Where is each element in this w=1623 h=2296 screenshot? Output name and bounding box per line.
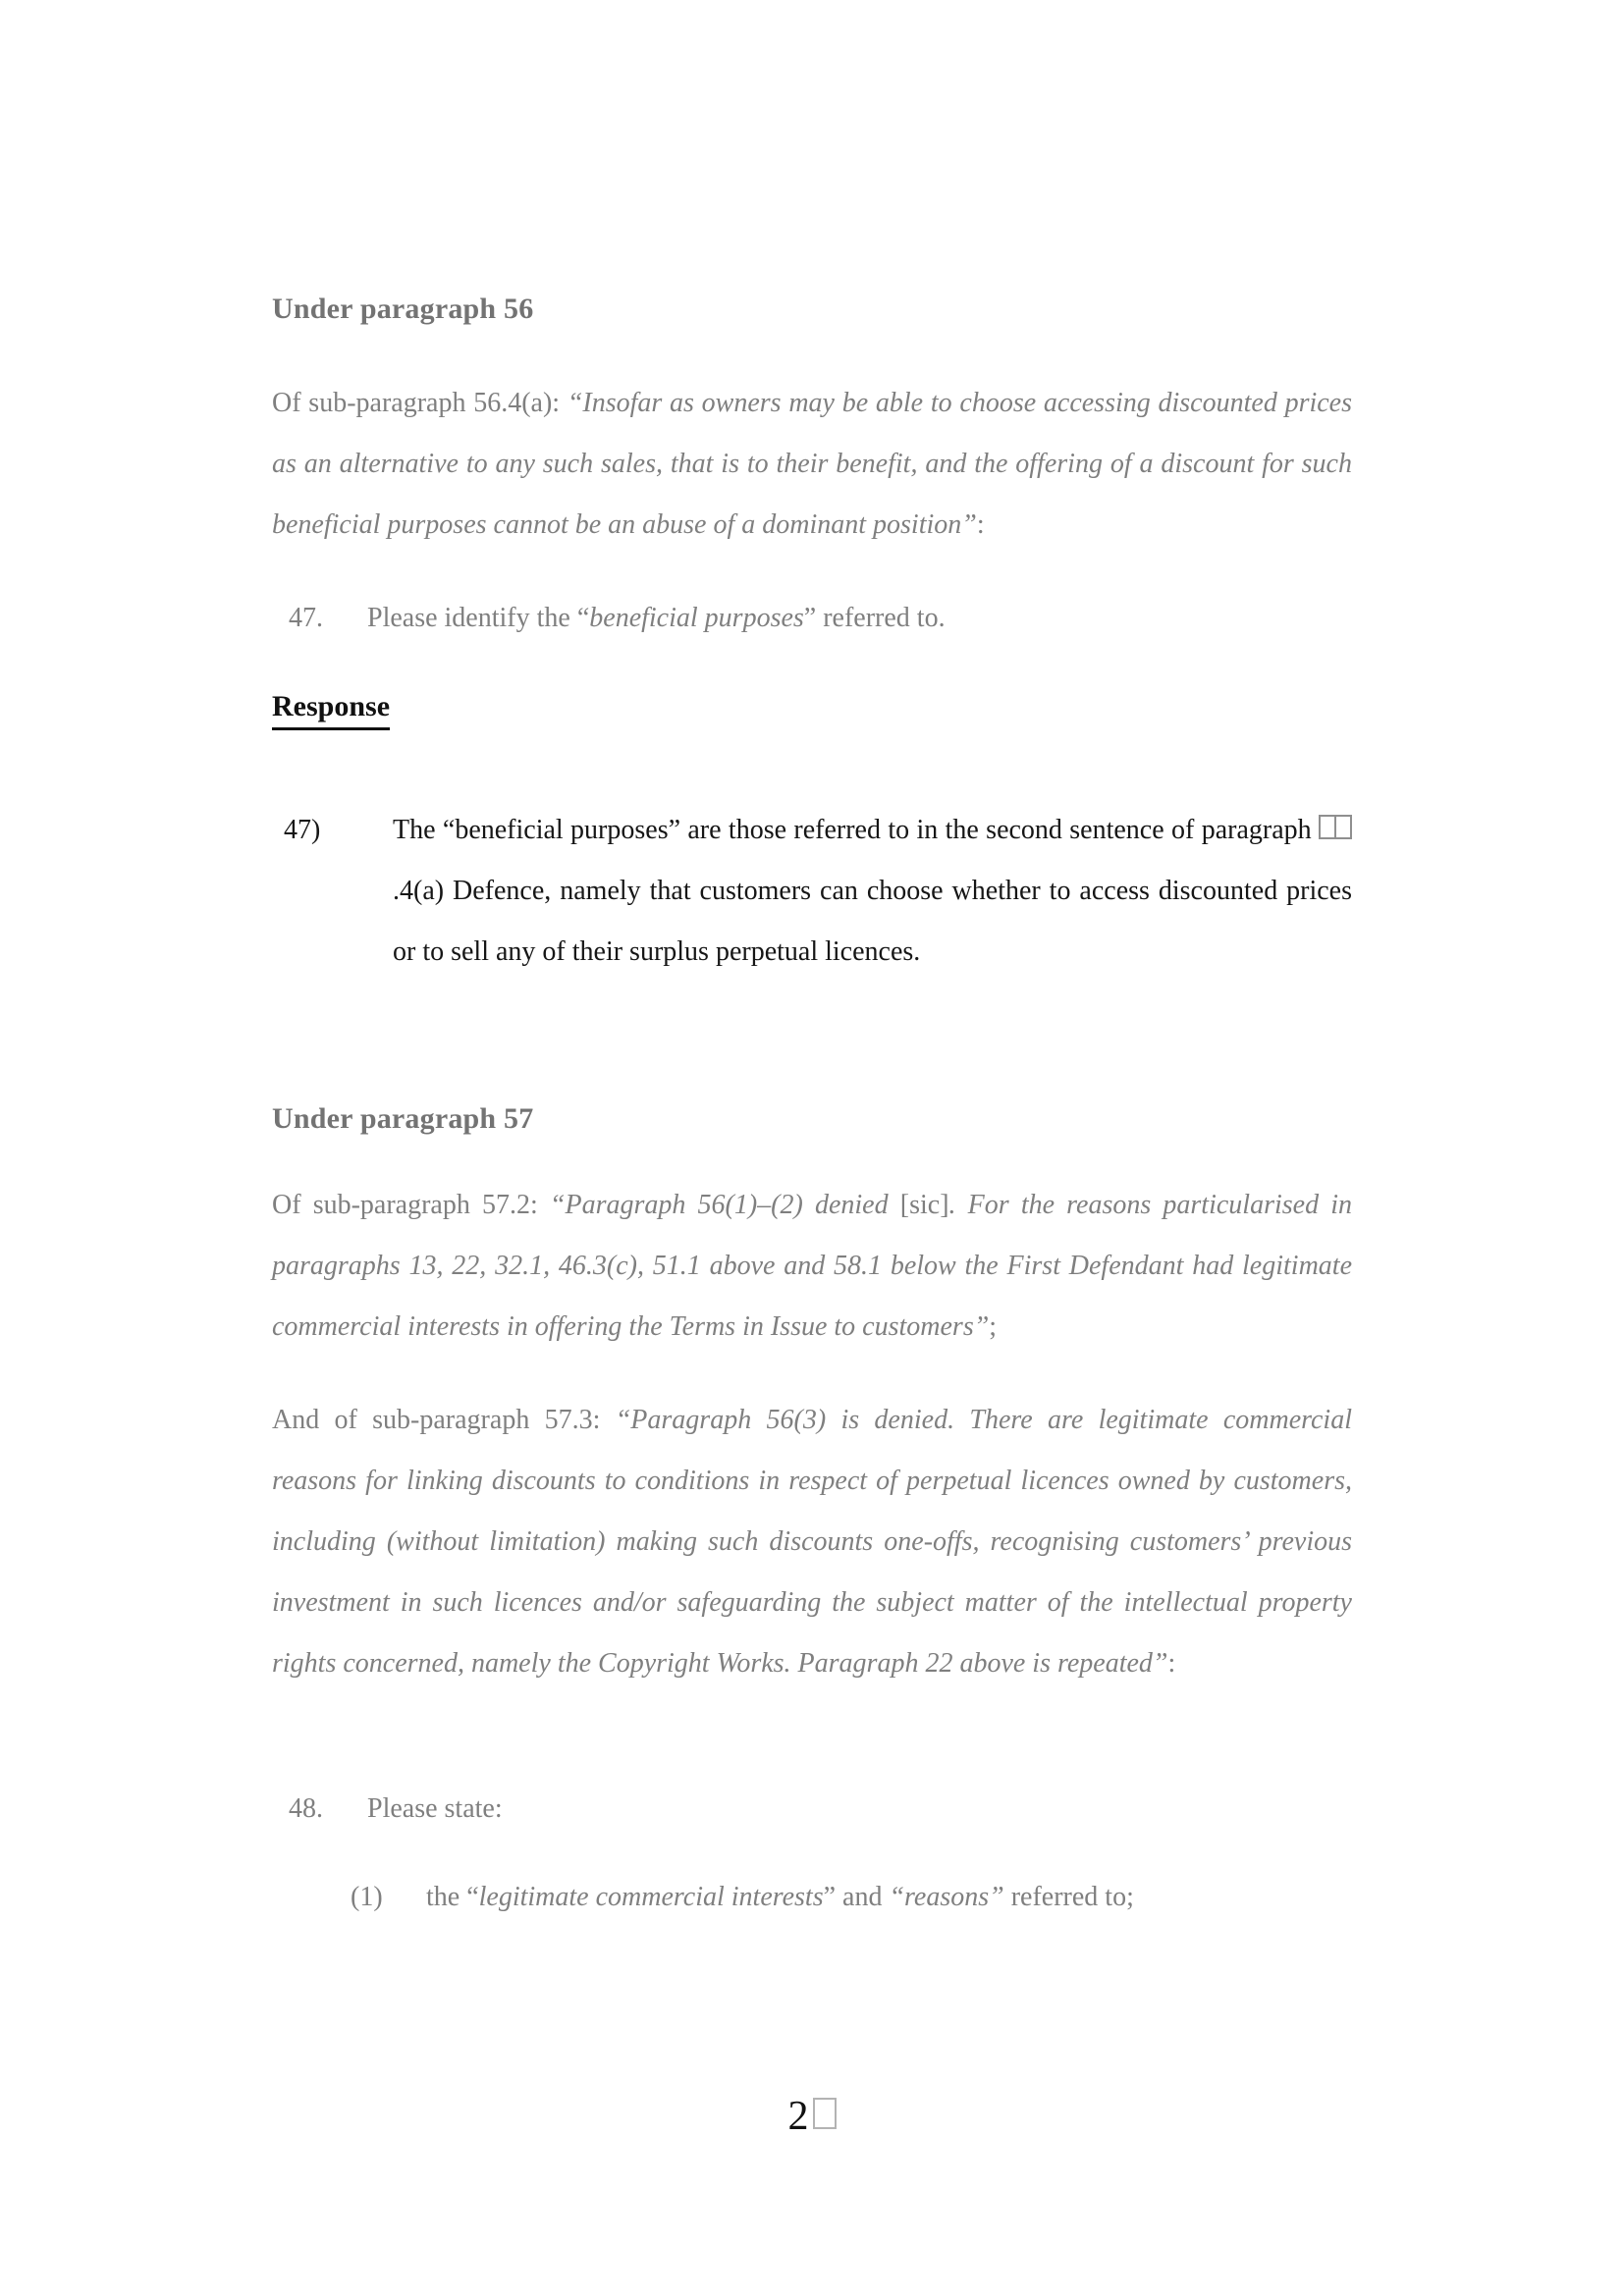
quoted-subparagraph-56-4a: Of sub-paragraph 56.4(a): “Insofar as owners may be able to choose accessing discounted prices as an alternative to any such sales, that is to their benefit, and the offering of a discount for such beneficial purposes cannot be an abuse of a dominant position”: — [272, 388, 1352, 540]
answer-47-number: 47) — [284, 815, 321, 845]
page-footer — [272, 2094, 1352, 2139]
quoted-subparagraph-57-3: And of sub-paragraph 57.3: “Paragraph 56(3) is denied. There are legitimate commercial reasons for linking discounts to conditions in respect of perpetual licences owned by customers, including (without limitation) making such discounts one-offs, recognising customers’ previous investment in such licences and/or safeguarding the subject matter of the intellectual property rights concerned, namely the Copyright Works. Paragraph 22 above is repeated”: — [272, 1405, 1352, 1679]
answer-47-text: The “beneficial purposes” are those referred to in the second sentence of paragraph .4(a) Defence, namely that customers can choose whether to access discounted prices or to sell any of their surplus perpetual licences. — [393, 815, 1352, 967]
question-48-sub-1 — [351, 1867, 1352, 1928]
question-48-number: 48. — [289, 1793, 323, 1824]
question-48 — [289, 1779, 1352, 1840]
question-48-sub-1-number: (1) — [351, 1882, 383, 1912]
missing-glyph-box — [1334, 815, 1352, 839]
section-heading-57: Under paragraph 57 — [272, 1102, 534, 1135]
response-heading — [272, 689, 390, 730]
section-heading-56: Under paragraph 56 — [272, 293, 534, 325]
page-number: 2 — [787, 2094, 809, 2139]
question-47-text: Please identify the “beneficial purposes” referred to. — [367, 603, 946, 633]
question-48-text: Please state: — [367, 1793, 503, 1824]
missing-glyph-box — [813, 2098, 837, 2129]
quoted-subparagraph-57-2: Of sub-paragraph 57.2: “Paragraph 56(1)–(2) denied [sic]. For the reasons particularised in paragraphs 13, 22, 32.1, 46.3(c), 51.1 above and 58.1 below the First Defendant had legitimate commercial interests in offering the Terms in Issue to customers”; — [272, 1190, 1352, 1342]
question-48-sub-1-text: the “legitimate commercial interests” and “reasons” referred to; — [426, 1882, 1134, 1912]
question-47 — [289, 588, 1352, 649]
question-47-number: 47. — [289, 603, 323, 633]
response-heading-label: Response — [272, 689, 390, 730]
answer-47 — [284, 800, 1352, 983]
